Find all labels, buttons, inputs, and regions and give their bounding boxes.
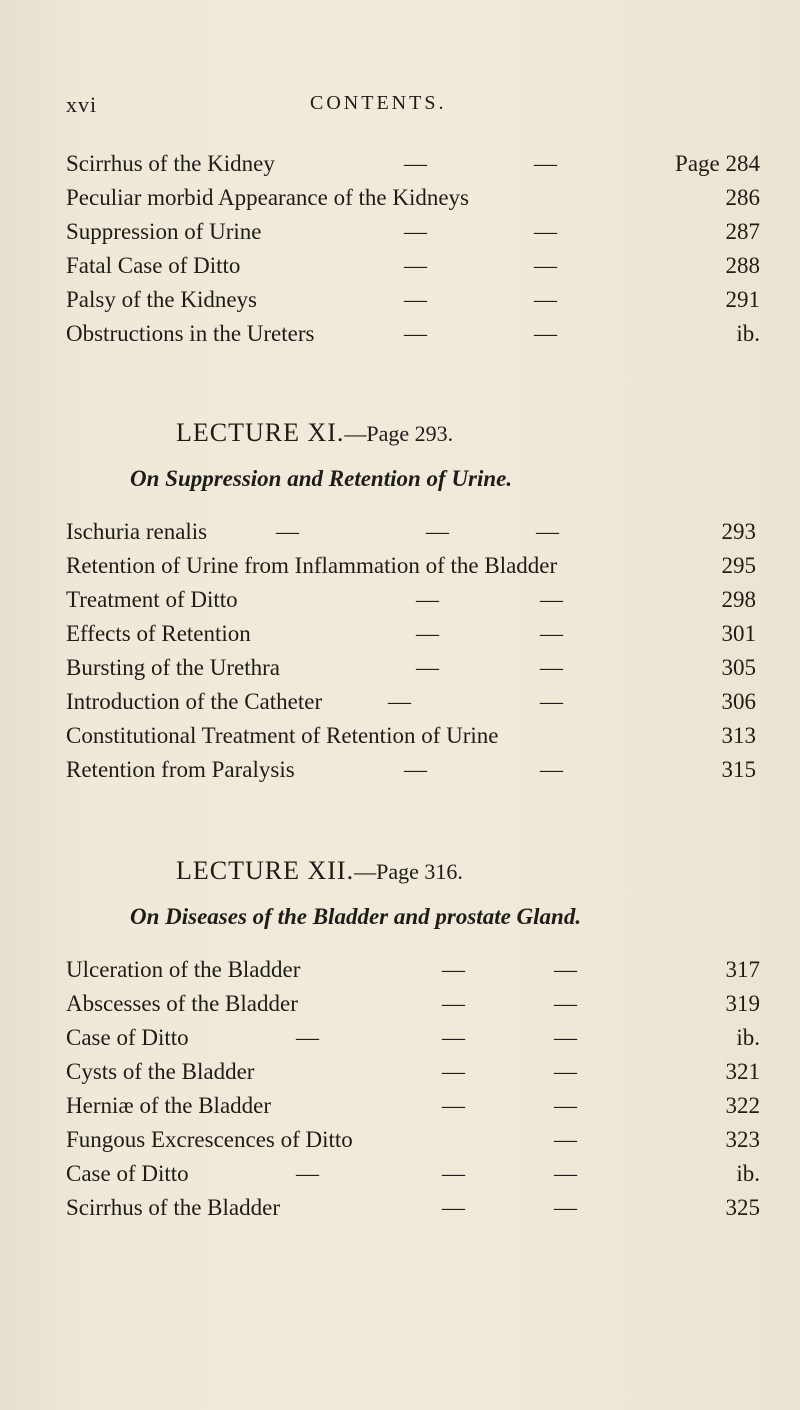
entry-dash: — xyxy=(442,991,465,1016)
entry-title: Fatal Case of Ditto xyxy=(66,253,241,278)
lecture-page-ref: —Page 293. xyxy=(344,421,454,446)
entry-title: Cysts of the Bladder xyxy=(66,1059,255,1084)
entry-dash: — xyxy=(534,321,557,346)
entry-dash: — xyxy=(554,1059,577,1084)
lecture-xi-heading xyxy=(176,418,453,448)
entry-dash: — xyxy=(534,219,557,244)
entry-dash: — xyxy=(534,253,557,278)
entry-page: 322 xyxy=(725,1093,760,1118)
toc-entry xyxy=(66,318,760,350)
entry-dash: — xyxy=(404,151,427,176)
entry-title: Suppression of Urine xyxy=(66,219,262,244)
entry-dash: — xyxy=(534,287,557,312)
entry-title: Bursting of the Urethra xyxy=(66,655,280,680)
entry-page: 319 xyxy=(725,991,760,1016)
entry-title: Constitutional Treatment of Retention of Urine xyxy=(66,723,499,748)
entry-title: Scirrhus of the Bladder xyxy=(66,1195,280,1220)
entry-page: 291 xyxy=(725,287,760,312)
lecture-xii-heading xyxy=(176,856,463,886)
entry-title: Herniæ of the Bladder xyxy=(66,1093,272,1118)
entry-dash: — xyxy=(554,1127,577,1152)
entry-dash: — xyxy=(404,253,427,278)
toc-entry xyxy=(66,182,760,214)
entry-dash: — xyxy=(540,757,563,782)
entry-title: Case of Ditto xyxy=(66,1161,189,1186)
toc-entry xyxy=(66,516,756,548)
lecture-title: LECTURE XII. xyxy=(176,856,355,885)
entry-title: Scirrhus of the Kidney xyxy=(66,151,275,176)
entry-dash: — xyxy=(404,287,427,312)
entry-page: Page 284 xyxy=(675,151,760,176)
running-head: CONTENTS. xyxy=(310,92,447,114)
lecture-xii-subtitle: On Diseases of the Bladder and prostate Gland. xyxy=(130,904,582,929)
entry-dash: — xyxy=(534,151,557,176)
lecture-title: LECTURE XI. xyxy=(176,418,345,447)
entry-dash: — xyxy=(426,519,449,544)
entry-page: 317 xyxy=(725,957,760,982)
page-number: xvi xyxy=(66,92,98,117)
entry-page: 295 xyxy=(721,553,756,578)
entry-title: Peculiar morbid Appearance of the Kidneys xyxy=(66,185,470,210)
entry-title: Ulceration of the Bladder xyxy=(66,957,301,982)
toc-entry xyxy=(66,754,756,786)
entry-dash: — xyxy=(554,1195,577,1220)
page-header xyxy=(66,92,766,122)
entry-page: 293 xyxy=(721,519,756,544)
toc-entry xyxy=(66,284,760,316)
entry-dash: — xyxy=(540,689,563,714)
entry-dash: — xyxy=(554,957,577,982)
entry-page: 286 xyxy=(725,185,760,210)
toc-entry xyxy=(66,720,756,752)
toc-entry xyxy=(66,250,760,282)
entry-dash: — xyxy=(388,689,411,714)
entry-page: 321 xyxy=(725,1059,760,1084)
entry-dash: — xyxy=(540,621,563,646)
entry-page: 323 xyxy=(725,1127,760,1152)
entry-page: 298 xyxy=(721,587,756,612)
toc-entry xyxy=(66,988,760,1020)
entry-title: Palsy of the Kidneys xyxy=(66,287,258,312)
entry-dash: — xyxy=(404,321,427,346)
entry-dash: — xyxy=(554,991,577,1016)
entry-title: Treatment of Ditto xyxy=(66,587,238,612)
entry-page: ib. xyxy=(736,1161,760,1186)
entry-title: Fungous Excrescences of Ditto xyxy=(66,1127,353,1152)
entry-dash: — xyxy=(536,519,559,544)
entry-dash: — xyxy=(296,1161,319,1186)
toc-entry xyxy=(66,1158,760,1190)
entry-title: Retention of Urine from Inflammation of the Bladder xyxy=(66,553,558,578)
entry-dash: — xyxy=(442,1195,465,1220)
entry-dash: — xyxy=(416,587,439,612)
toc-entry xyxy=(66,1124,760,1156)
entry-title: Retention from Paralysis xyxy=(66,757,295,782)
entry-page: 288 xyxy=(725,253,760,278)
entry-dash: — xyxy=(296,1025,319,1050)
entry-title: Abscesses of the Bladder xyxy=(66,991,298,1016)
toc-entry xyxy=(66,652,756,684)
entry-title: Effects of Retention xyxy=(66,621,251,646)
entry-page: 305 xyxy=(721,655,756,680)
entry-page: 313 xyxy=(721,723,756,748)
lecture-xi-subtitle: On Suppression and Retention of Urine. xyxy=(130,466,513,491)
toc-entry xyxy=(66,148,760,180)
entry-page: 287 xyxy=(725,219,760,244)
toc-entry xyxy=(66,550,756,582)
entry-dash: — xyxy=(540,655,563,680)
entry-dash: — xyxy=(416,621,439,646)
entry-title: Obstructions in the Ureters xyxy=(66,321,315,346)
entry-title: Ischuria renalis xyxy=(66,519,208,544)
entry-dash: — xyxy=(442,1093,465,1118)
toc-entry xyxy=(66,1192,760,1224)
entry-dash: — xyxy=(554,1093,577,1118)
entry-page: 325 xyxy=(725,1195,760,1220)
entry-dash: — xyxy=(404,219,427,244)
toc-entry xyxy=(66,1022,760,1054)
entry-dash: — xyxy=(442,1059,465,1084)
toc-entry xyxy=(66,618,756,650)
toc-entry xyxy=(66,584,756,616)
entry-dash: — xyxy=(554,1025,577,1050)
entry-dash: — xyxy=(276,519,299,544)
toc-entry xyxy=(66,1056,760,1088)
entry-dash: — xyxy=(442,1161,465,1186)
toc-entry xyxy=(66,686,756,718)
toc-entry xyxy=(66,1090,760,1122)
entry-dash: — xyxy=(416,655,439,680)
lecture-page-ref: —Page 316. xyxy=(354,859,463,884)
entry-title: Case of Ditto xyxy=(66,1025,189,1050)
entry-dash: — xyxy=(442,957,465,982)
entry-dash: — xyxy=(554,1161,577,1186)
entry-title: Introduction of the Catheter xyxy=(66,689,323,714)
entry-page: 315 xyxy=(721,757,756,782)
entry-dash: — xyxy=(442,1025,465,1050)
entry-dash: — xyxy=(540,587,563,612)
entry-dash: — xyxy=(404,757,427,782)
entry-page: ib. xyxy=(736,321,760,346)
toc-entry xyxy=(66,954,760,986)
entry-page: 301 xyxy=(721,621,756,646)
toc-entry xyxy=(66,216,760,248)
entry-page: ib. xyxy=(736,1025,760,1050)
entry-page: 306 xyxy=(721,689,756,714)
